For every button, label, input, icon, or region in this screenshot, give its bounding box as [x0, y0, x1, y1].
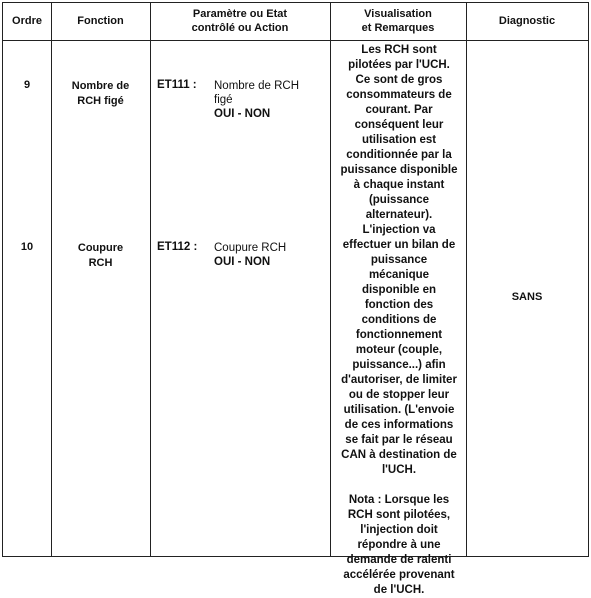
nota-line: accélérée provenant	[343, 569, 455, 581]
diagnostic-table	[2, 2, 589, 596]
visualisation-remarks	[334, 43, 464, 598]
visualisation-line: puissance	[370, 254, 428, 266]
visualisation-line: consommateurs de	[346, 89, 452, 101]
nota-line: répondre à une	[357, 539, 441, 551]
visualisation-line: (puissance	[368, 194, 430, 206]
visualisation-line: puissance disponible	[340, 164, 458, 176]
header-divider	[3, 40, 588, 41]
nota-line: RCH sont pilotées,	[347, 509, 451, 521]
visualisation-line: courant. Par	[365, 104, 433, 116]
header-ordre: Ordre	[12, 15, 42, 27]
row-10-fonction-line1: Coupure	[77, 242, 124, 254]
row-9-fonction-line1: Nombre de	[71, 80, 130, 92]
row-9-state: OUI - NON	[214, 108, 271, 120]
visualisation-line: L'injection va	[362, 224, 436, 236]
header-visualisation	[330, 7, 466, 35]
row-10-ordre: 10	[20, 241, 34, 253]
row-9-code: ET111 :	[157, 79, 197, 91]
visualisation-line: alternateur).	[365, 209, 433, 221]
diagnostic-value: SANS	[511, 291, 543, 303]
row-9-ordre: 9	[23, 79, 31, 91]
nota-line: demande de ralenti	[346, 554, 452, 566]
row-9-fonction	[51, 79, 150, 109]
visualisation-line: pilotées par l'UCH.	[348, 59, 450, 71]
header-diagnostic: Diagnostic	[498, 15, 556, 27]
nota-line: l'injection doit	[360, 524, 438, 536]
header-parametre-line1: Paramètre ou Etat	[192, 8, 288, 20]
visualisation-line: à chaque instant	[353, 179, 445, 191]
visualisation-main-text	[334, 43, 464, 478]
row-9-parameter	[214, 79, 299, 121]
visualisation-line: fonctionnement	[355, 329, 443, 341]
header-visualisation-line1: Visualisation	[364, 8, 432, 20]
header-fonction: Fonction	[77, 15, 124, 27]
column-divider	[466, 3, 467, 556]
visualisation-line: conditionnée par la	[346, 149, 452, 161]
row-10-code: ET112 :	[157, 241, 198, 253]
header-visualisation-line2: et Remarques	[361, 22, 435, 34]
paragraph-spacer	[334, 478, 464, 493]
row-10-fonction-line2: RCH	[88, 257, 113, 269]
row-10-param-line1: Coupure RCH	[214, 242, 287, 254]
visualisation-line: fonction des	[364, 299, 434, 311]
visualisation-line: moteur (couple,	[355, 344, 443, 356]
visualisation-line: de ces informations	[344, 419, 454, 431]
nota-line: de l'UCH.	[373, 584, 425, 596]
visualisation-line: effectuer un bilan de	[342, 239, 456, 251]
visualisation-line: se fait par le réseau	[345, 434, 453, 446]
visualisation-line: l'UCH.	[381, 464, 417, 476]
visualisation-nota-text	[334, 493, 464, 598]
row-10-parameter	[214, 241, 286, 269]
visualisation-line: utilisation est	[361, 134, 437, 146]
row-10-state: OUI - NON	[214, 256, 271, 268]
visualisation-line: puissance...) afin	[352, 359, 446, 371]
visualisation-line: mécanique	[368, 269, 430, 281]
visualisation-line: CAN à destination de	[341, 449, 457, 461]
column-divider	[150, 3, 151, 556]
visualisation-line: conséquent leur	[354, 119, 444, 131]
visualisation-line: d'autoriser, de limiter	[341, 374, 457, 386]
header-parametre-line2: contrôlé ou Action	[191, 22, 289, 34]
row-9-fonction-line2: RCH figé	[77, 95, 124, 107]
visualisation-line: utilisation. (L'envoie	[343, 404, 455, 416]
visualisation-line: disponible en	[361, 284, 437, 296]
row-9-param-line1: Nombre de RCH	[214, 80, 299, 92]
visualisation-line: Les RCH sont	[361, 44, 437, 56]
column-divider	[330, 3, 331, 556]
header-parametre	[150, 7, 330, 35]
visualisation-line: Ce sont de gros	[355, 74, 443, 86]
row-9-param-line2: figé	[214, 94, 233, 106]
visualisation-line: ou de stopper leur	[348, 389, 450, 401]
nota-line: Nota : Lorsque les	[348, 494, 450, 506]
row-10-fonction	[51, 241, 150, 271]
visualisation-line: conditions de	[361, 314, 437, 326]
